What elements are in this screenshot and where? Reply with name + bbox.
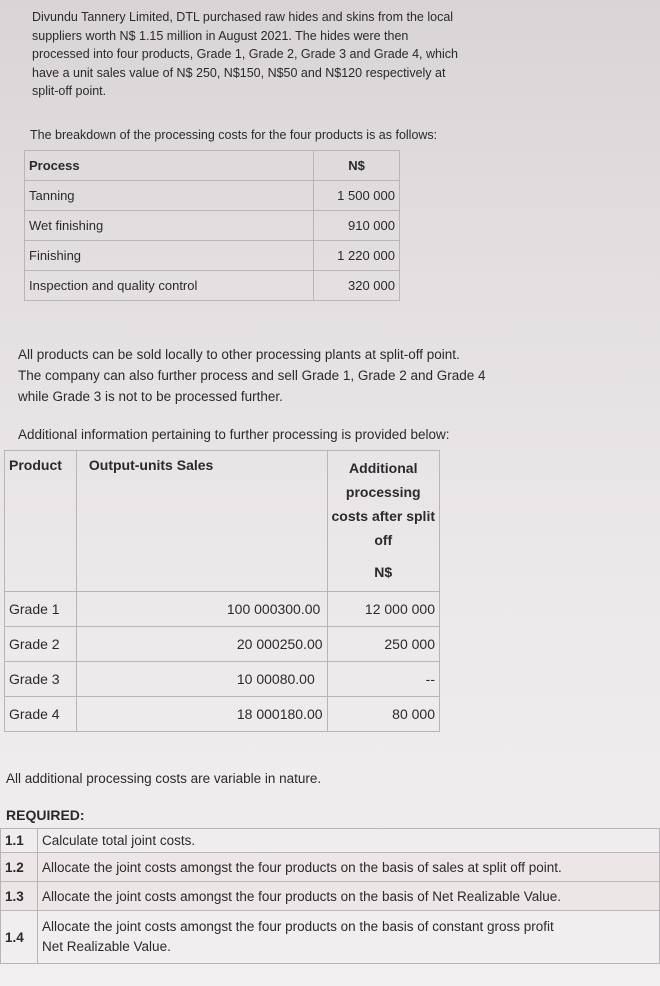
header-process: Process	[25, 151, 314, 181]
header-product: Product	[5, 451, 77, 592]
additional-cost: --	[327, 662, 439, 697]
processing-costs-table	[24, 150, 400, 301]
process-amount: 910 000	[314, 211, 400, 241]
header-line: processing	[345, 484, 421, 500]
paragraph-line: while Grade 3 is not to be processed further.	[18, 389, 283, 404]
output-units-label: Output-units	[88, 457, 173, 473]
intro-line: Divundu Tannery Limited, DTL purchased raw hides and skins from the local	[32, 10, 454, 24]
table-row	[5, 662, 440, 697]
sales-label: Sales	[176, 457, 214, 473]
header-line: costs after split	[331, 508, 435, 524]
table-row	[25, 271, 400, 301]
table-header-row	[25, 151, 400, 181]
intro-line: processed into four products, Grade 1, Grade 2, Grade 3 and Grade 4, which	[32, 47, 458, 61]
required-heading: REQUIRED:	[6, 807, 85, 823]
header-currency: N$	[374, 564, 393, 580]
process-name: Inspection and quality control	[25, 271, 314, 301]
table-row	[5, 697, 440, 732]
variable-costs-note: All additional processing costs are variable in nature.	[6, 771, 322, 786]
sales-options-paragraph	[18, 344, 638, 407]
header-line: Additional	[349, 460, 418, 476]
paragraph-line: The company can also further process and sell Grade 1, Grade 2 and Grade 4	[18, 368, 486, 383]
additional-cost: 250 000	[327, 627, 439, 662]
table-row	[25, 181, 400, 211]
header-currency: N$	[314, 151, 400, 181]
product-name: Grade 4	[5, 697, 77, 732]
required-text: Allocate the joint costs amongst the four products on the basis of sales at split off point.	[38, 853, 660, 882]
required-text: Allocate the joint costs amongst the four products on the basis of Net Realizable Value.	[38, 882, 660, 911]
required-number: 1.4	[1, 911, 38, 964]
table-row	[5, 592, 440, 627]
table-row	[25, 241, 400, 271]
required-number: 1.3	[1, 882, 38, 911]
further-processing-table	[4, 450, 440, 732]
process-name: Wet finishing	[25, 211, 314, 241]
required-table	[0, 828, 660, 964]
process-name: Finishing	[25, 241, 314, 271]
units-sales: 18 000180.00	[76, 697, 327, 732]
process-amount: 1 500 000	[314, 181, 400, 211]
process-amount: 320 000	[314, 271, 400, 301]
intro-line: have a unit sales value of N$ 250, N$150, N$50 and N$120 respectively at	[32, 65, 446, 80]
product-name: Grade 1	[5, 592, 77, 627]
intro-line: suppliers worth N$ 1.15 million in August 2021. The hides were then	[32, 28, 409, 43]
header-line: off	[374, 532, 393, 548]
process-amount: 1 220 000	[314, 241, 400, 271]
product-name: Grade 2	[5, 627, 77, 662]
required-text	[38, 911, 660, 964]
intro-line: split-off point.	[32, 84, 107, 98]
required-row	[1, 911, 660, 964]
units-sales: 20 000250.00	[76, 627, 327, 662]
required-row	[1, 853, 660, 882]
additional-info-sentence: Additional information pertaining to further processing is provided below:	[18, 427, 450, 442]
header-additional-costs	[327, 451, 439, 592]
required-text: Calculate total joint costs.	[38, 829, 660, 853]
paragraph-line: All products can be sold locally to other processing plants at split-off point.	[18, 347, 460, 362]
required-number: 1.1	[1, 829, 38, 853]
process-name: Tanning	[25, 181, 314, 211]
required-text-line: Net Realizable Value.	[42, 939, 171, 954]
required-number: 1.2	[1, 853, 38, 882]
additional-cost: 12 000 000	[327, 592, 439, 627]
required-row	[1, 882, 660, 911]
additional-cost: 80 000	[327, 697, 439, 732]
required-row	[1, 829, 660, 853]
units-sales: 10 00080.00	[76, 662, 327, 697]
required-text-line: Allocate the joint costs amongst the four products on the basis of constant gross profit	[42, 919, 554, 934]
breakdown-sentence: The breakdown of the processing costs for the four products is as follows:	[30, 128, 438, 142]
intro-paragraph	[32, 8, 632, 101]
product-name: Grade 3	[5, 662, 77, 697]
table-header-row	[5, 451, 440, 592]
header-output-units	[76, 451, 327, 592]
units-sales: 100 000300.00	[76, 592, 327, 627]
table-row	[25, 211, 400, 241]
table-row	[5, 627, 440, 662]
